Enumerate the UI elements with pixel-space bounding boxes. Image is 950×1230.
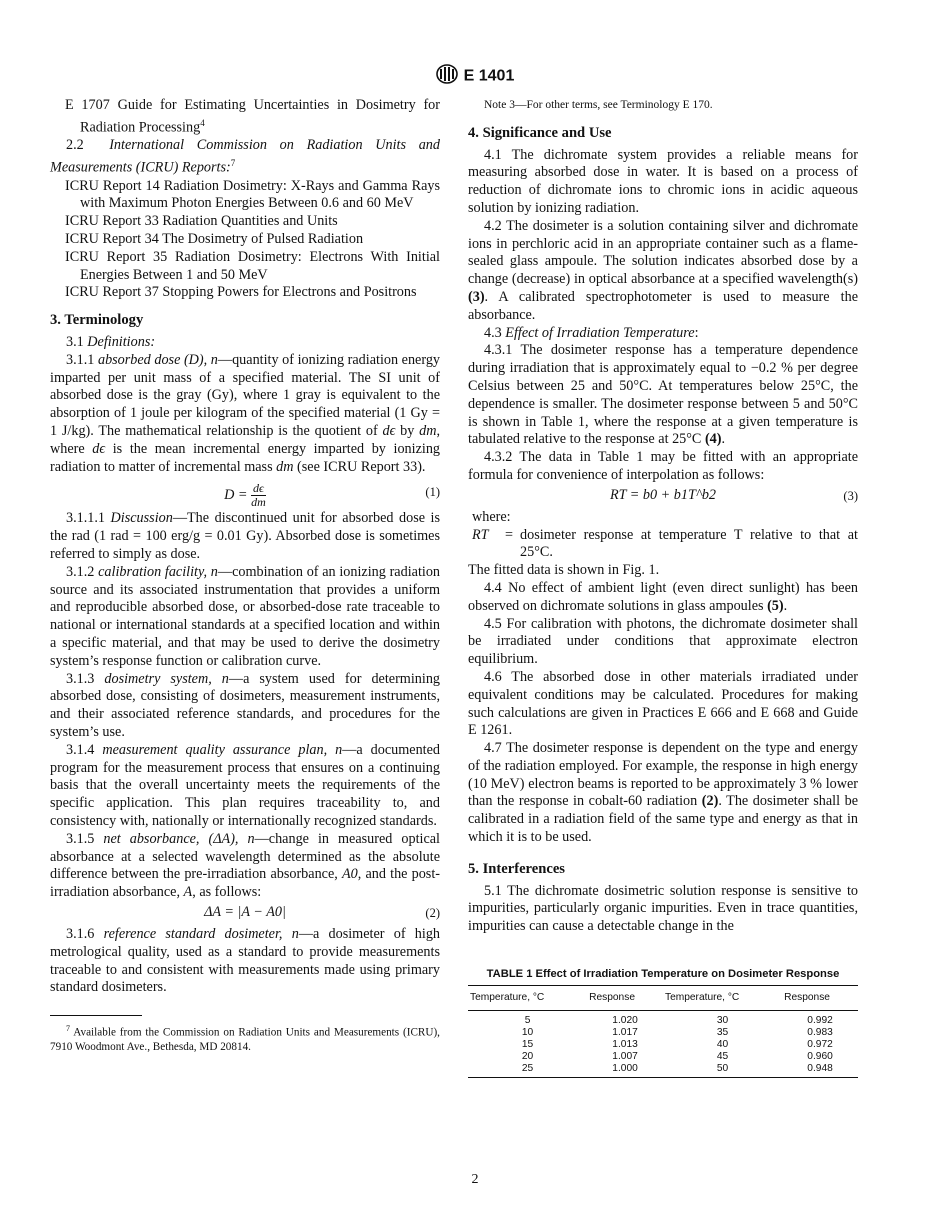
para-4-4: 4.4 No effect of ambient light (even direct sunlight) has been observed on dichromate solutions in glass ampoules (5). [468, 579, 858, 614]
para-3-1-3: 3.1.3 dosimetry system, n—a system used for determining absorbed dose, consisting of dosimeters, measurement instruments, and their associated reference standards, and procedures for the system’s use. [50, 670, 441, 740]
para-3-1: 3.1 Definitions: [66, 334, 156, 351]
table-1 [468, 985, 858, 1078]
table-header: Temperature, °C [468, 986, 587, 1011]
page-number: 2 [471, 1172, 479, 1187]
equation-2: ΔA = |A − A0| (2) [204, 903, 440, 920]
where-definition: RT = dosimeter response at temperature T relative to that at 25°C. [472, 526, 858, 561]
para-4-7: 4.7 The dosimeter response is dependent on the type and energy of the radiation employed. For example, the response in high energy (10 MeV) electron beams is reported to be approximately 3 % lower than the response in cobalt-60 radiation (2). The dosimeter shall be calibrated in a radiation field of the same type and energy as that in which it is to be used. [468, 740, 858, 846]
left-column [50, 97, 440, 1054]
para-4-1: 4.1 The dichromate system provides a reliable means for measuring absorbed dose in water. It is based on a process of reduction of dichromate ions to chromic ions in acidic aqueous solution by ionizing radiation. [468, 146, 858, 216]
table-1-title: TABLE 1 Effect of Irradiation Temperature on Dosimeter Response [486, 968, 840, 981]
para-3-1-1-1: 3.1.1.1 Discussion—The discontinued unit for absorbed dose is the rad (1 rad = 100 erg/g = 0.01 Gy). Absorbed dose is sometimes referred to simply as dose. [50, 510, 441, 562]
table-header: Response [782, 986, 858, 1011]
table-header: Temperature, °C [663, 986, 782, 1011]
where-label: where: [472, 508, 511, 525]
para-3-1-6: 3.1.6 reference standard dosimeter, n—a dosimeter of high metrological quality, used as a standard to provide measurements traceable to and consistent with measurements made using primary standard dosimeters. [50, 925, 441, 996]
table-row: 5 1.020 30 0.992 [524, 1014, 833, 1026]
astm-logo-icon [436, 64, 458, 89]
doc-id: E 1401 [463, 67, 515, 85]
para-3-1-4: 3.1.4 measurement quality assurance plan, n—a documented program for the measurement process that ensures on a continuing basis that the overall uncertainty meets the requirements of the specific application. This plan requires traceability to, and consistency with, nationally or internationally recognized standards. [50, 741, 441, 829]
table-row: 15 1.013 40 0.972 [521, 1038, 833, 1050]
section-3-heading: 3. Terminology [50, 312, 144, 329]
section-4-heading: 4. Significance and Use [468, 124, 612, 141]
note-3: Note 3—For other terms, see Terminology E 170. [484, 99, 713, 111]
para-3-1-5: 3.1.5 net absorbance, (ΔA), n—change in measured optical absorbance at a selected wavelength determined as the absolute difference between the pre-irradiation absorbance, A0, and the post-irradiation absorbance, A, as follows: [50, 830, 440, 901]
table-row: 20 1.007 45 0.960 [521, 1050, 833, 1062]
footnote-rule [50, 1015, 142, 1016]
section-2-2: 2.2 International Commission on Radiation Units and Measurements (ICRU) Reports:$^7$ [50, 137, 440, 176]
ref-e1707: E 1707 Guide for Estimating Uncertainties in Dosimetry for Radiation Processing$^4$ [65, 97, 440, 136]
para-4-5: 4.5 For calibration with photons, the dichromate dosimeter shall be irradiated under conditions that approximate electron equilibrium. [468, 615, 858, 668]
page-header [0, 64, 950, 89]
para-4-3-1: 4.3.1 The dosimeter response has a temperature dependence during irradiation that is approximately equal to −0.2 % per degree Celsius between 25 and 50°C. At temperatures below 25°C, the dependence is smaller. The dosimeter response between 5 and 50°C is shown in Table 1, where the response at a given temperature is tabulated relative to the response at 25°C (4). [468, 342, 858, 448]
icru-ref: ICRU Report 35 Radiation Dosimetry: Electrons With Initial Energies Between 1 and 50 MeV [65, 248, 440, 283]
table-header: Response [587, 986, 663, 1011]
para-4-6: 4.6 The absorbed dose in other materials irradiated under equivalent conditions may be calculated. Procedures for making such calculations are given in Practices E 666 and E 668 and Guide E 1261. [468, 668, 858, 739]
right-column [468, 97, 858, 1078]
table-row: 25 1.000 50 0.948 [468, 1063, 858, 1078]
para-4-3: 4.3 Effect of Irradiation Temperature: [484, 324, 699, 341]
equation-1: D = $\frac{d\epsilon}{dm}$ (1) [224, 481, 440, 510]
section-5-heading: 5. Interferences [468, 860, 565, 877]
fitted-data-text: The fitted data is shown in Fig. 1. [468, 562, 660, 579]
footnote-7: $^7$ Available from the Commission on Radiation Units and Measurements (ICRU), 7910 Woodmont Ave., Bethesda, MD 20814. [50, 1024, 440, 1053]
icru-ref: ICRU Report 37 Stopping Powers for Electrons and Positrons [65, 284, 417, 301]
para-3-1-1: 3.1.1 absorbed dose (D), n—quantity of ionizing radiation energy imparted per unit mass of a specified material. The SI unit of absorbed dose is the gray (Gy), where 1 gray is equivalent to the absorption of 1 joule per kilogram of the specified material (1 Gy = 1 J/kg). The mathematical relationship is the quotient of dϵ by dm, where dϵ is the mean incremental energy imparted by ionizing radiation to matter of incremental mass dm (see ICRU Report 33). [50, 351, 441, 475]
equation-3: RT = b0 + b1T^b2 (3) [609, 486, 858, 503]
icru-ref: ICRU Report 34 The Dosimetry of Pulsed Radiation [65, 231, 364, 248]
table-row: 10 1.017 35 0.983 [521, 1026, 833, 1038]
para-4-3-2: 4.3.2 The data in Table 1 may be fitted with an appropriate formula for convenience of interpolation as follows: [468, 449, 858, 483]
para-3-1-2: 3.1.2 calibration facility, n—combination of an ionizing radiation source and its associated instrumentation that provides a uniform and reproducible absorbed dose, or absorbed-dose rate traceable to national or international standards at a specified location and within a specific material, and that may be used to derive the dosimetry system’s response function or calibration curve. [50, 563, 441, 669]
icru-ref: ICRU Report 33 Radiation Quantities and Units [65, 213, 338, 230]
para-5-1: 5.1 The dichromate dosimetric solution response is sensitive to impurities, particularly organic impurities. Even in trace quantities, impurities can cause a detectable change in the [468, 882, 858, 935]
icru-ref: ICRU Report 14 Radiation Dosimetry: X-Rays and Gamma Rays with Maximum Photon Energies Between 0.6 and 60 MeV [65, 177, 440, 212]
para-4-2: 4.2 The dosimeter is a solution containing silver and dichromate ions in perchloric acid in an appropriate container such as a flame-sealed glass ampoule. The solution indicates absorbed dose by a change (decrease) in optical absorbance at a specified wavelength(s) (3). A calibrated spectrophotometer is used to measure the absorbance. [468, 217, 858, 323]
